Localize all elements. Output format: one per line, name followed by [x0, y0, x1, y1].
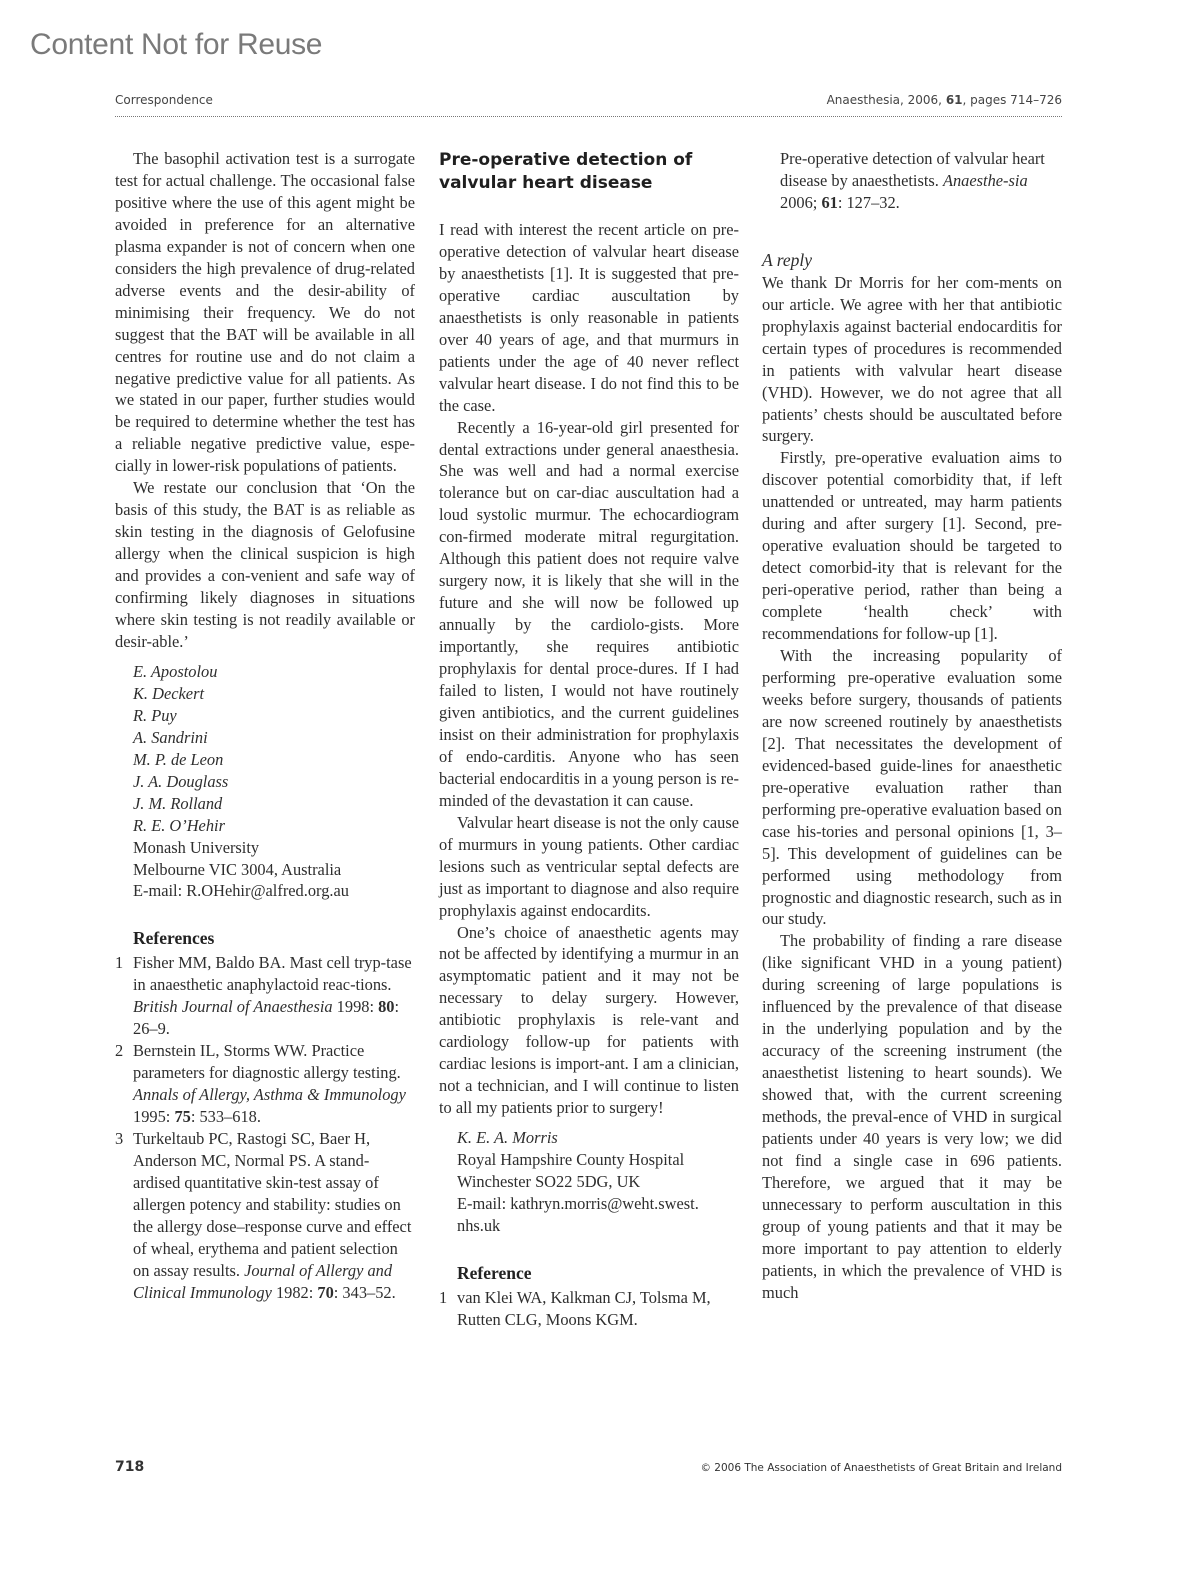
- affiliation-line: Melbourne VIC 3004, Australia: [133, 859, 342, 879]
- references-heading: References: [133, 928, 215, 949]
- author-email: E-mail: R.OHehir@alfred.org.au: [133, 881, 349, 901]
- paragraph: Firstly, pre-operative evaluation aims to discover potential comorbidity that, if left unattended or untreated, may harm patients during and after surgery [1]. Second, pre-operative evaluation should be targeted to detect comorbid-ity that is relevant for the peri-operative period, rather than being a complete ‘health check’ with recommendations for follow-up [1].: [762, 448, 1062, 644]
- reference-pages: : 343–52.: [333, 1282, 396, 1302]
- reference-item: [115, 952, 415, 1040]
- column-2: [439, 148, 739, 1331]
- author-email: E-mail: kathryn.morris@weht.swest.: [457, 1193, 699, 1213]
- watermark: Content Not for Reuse: [30, 28, 323, 61]
- author-name: A. Sandrini: [133, 727, 208, 747]
- reference-year: 2006;: [780, 192, 822, 212]
- reference-volume: 70: [317, 1282, 334, 1302]
- journal-pages: , pages 714–726: [962, 93, 1062, 107]
- reference-volume: 80: [378, 997, 395, 1017]
- reference-journal: Annals of Allergy, Asthma & Immunology: [133, 1085, 406, 1105]
- reference-text: [780, 148, 1062, 214]
- reference-pages: : 26–9.: [133, 997, 400, 1039]
- paragraph: We thank Dr Morris for her com-ments on our article. We agree with her that antibiotic prophylaxis against bacterial endocarditis for certain types of procedures is recommended in patients with valvular heart disease (VHD). However, we do not agree that all patients’ chests should be auscultated before surgery.: [762, 272, 1062, 446]
- paragraph: I read with interest the recent article on pre-operative detection of valvular heart disease by anaesthetists [1]. It is suggested that pre-operative cardiac auscultation by anaesthetists is only reasonable in patients over 40 years of age, and that murmurs in patients under the age of 40 never reflect valvular heart disease. I do not find this to be the case.: [439, 220, 739, 415]
- copyright-notice: © 2006 The Association of Anaesthetists of Great Britain and Ireland: [700, 1462, 1062, 1474]
- affiliation-line: Winchester SO22 5DG, UK: [457, 1171, 641, 1191]
- article-title: Pre-operative detection of valvular heart disease: [439, 150, 693, 193]
- reference-number: 1: [115, 953, 124, 973]
- running-head: [115, 93, 1062, 119]
- reference-journal: Journal of Allergy and Clinical Immunology: [133, 1260, 393, 1302]
- journal-name-year: Anaesthesia, 2006,: [826, 93, 946, 107]
- paragraph: Recently a 16-year-old girl presented for dental extractions under general anaesthesia. She was well and had a normal exercise tolerance but on car-diac auscultation had a loud systolic murmur. The echocardiogram con-firmed moderate mitral regurgitation. Although this patient does not require valve surgery now, it is likely that she will in the future and she will now be followed up annually by the cardiolo-gists. More importantly, she requires antibiotic prophylaxis for dental proce-dures. If I had failed to listen, I would not have routinely given antibiotics, and the current guidelines insist on their administration for prophylaxis of endo-carditis. Anyone who has seen bacterial endocarditis in a young person is re-minded of the devastation it can cause.: [439, 417, 739, 810]
- section-label: Correspondence: [115, 93, 213, 107]
- reference-number: 1: [439, 1287, 448, 1307]
- reference-year: 1982:: [271, 1282, 318, 1302]
- reference-text: [133, 952, 415, 1040]
- reference-volume: 61: [821, 192, 838, 212]
- journal-citation: [827, 93, 1062, 107]
- author-email-cont: nhs.uk: [457, 1215, 501, 1235]
- author-name: R. E. O’Hehir: [133, 815, 225, 835]
- author-name: J. A. Douglass: [133, 771, 229, 791]
- author-name: M. P. de Leon: [133, 749, 224, 769]
- header-divider: [115, 116, 1062, 117]
- affiliation-line: Monash University: [133, 837, 260, 857]
- reference-continuation: [762, 148, 1062, 214]
- reference-pages: : 533–618.: [190, 1107, 261, 1127]
- reference-number: 2: [115, 1041, 124, 1061]
- paragraph: We restate our conclusion that ‘On the basis of this study, the BAT is as reliable as skin testing in the diagnosis of Gelofusine allergy when the clinical suspicion is high and provides a con-venient and safe way of confirming likely diagnoses in situations where skin testing is not readily available or desir-able.’: [115, 478, 415, 651]
- page-number: 718: [115, 1459, 145, 1475]
- column-3: [762, 148, 1062, 1304]
- author-name: R. Puy: [133, 705, 177, 725]
- paragraph: The basophil activation test is a surrogate test for actual challenge. The occasional false positive where the use of this agent might be avoided in preference for an alternative plasma expander is not of concern when one considers the high prevalence of drug-related adverse events and the desir-ability of minimising their frequency. We do not suggest that the BAT will be available in all centres for routine use and do not claim a negative predictive value for all patients. As we stated in our paper, further studies would be required to determine whether the test has a reliable negative predictive value, espe-cially in lower-risk populations of patients.: [115, 149, 415, 476]
- reference-year: 1995:: [133, 1107, 175, 1127]
- reference-text: van Klei WA, Kalkman CJ, Tolsma M, Rutten CLG, Moons KGM.: [457, 1287, 711, 1329]
- paragraph: With the increasing popularity of performing pre-operative evaluation some weeks before surgery, thousands of patients are now screened routinely by anaesthetists [2]. That necessitates the development of evidenced-based guide-lines for anaesthetic pre-operative evaluation rather than performing pre-operative evaluation based on case his-tories and personal opinions [1, 3–5]. This development of guidelines can be performed using methodology from prognostic and diagnostic research, such as in our study.: [762, 646, 1062, 929]
- reference-heading: Reference: [457, 1262, 532, 1283]
- reference-journal: British Journal of Anaesthesia: [133, 997, 333, 1017]
- affiliation-line: Royal Hampshire County Hospital: [457, 1150, 685, 1170]
- reply-heading: A reply: [762, 249, 813, 270]
- journal-volume: 61: [945, 93, 963, 107]
- reference-title: Pre-operative detection of valvular heart disease by anaesthetists.: [780, 149, 1045, 190]
- author-name: J. M. Rolland: [133, 793, 223, 813]
- paragraph: Valvular heart disease is not the only cause of murmurs in young patients. Other cardiac lesions such as ventricular septal defects are just as important to diagnose and also require prophylaxis against endocardits.: [439, 812, 739, 920]
- reference-item: [115, 1040, 415, 1128]
- reference-pages: : 127–32.: [837, 192, 900, 212]
- author-name: K. E. A. Morris: [457, 1128, 558, 1148]
- reference-journal: Anaesthe-sia: [942, 170, 1028, 190]
- reference-text: [133, 1128, 415, 1304]
- author-name: E. Apostolou: [133, 661, 218, 681]
- reference-year: 1998:: [332, 997, 379, 1017]
- reference-item: [439, 1287, 739, 1331]
- author-name: K. Deckert: [133, 683, 204, 703]
- reference-authors-title: Bernstein IL, Storms WW. Practice parameters for diagnostic allergy testing.: [133, 1041, 401, 1083]
- column-1: [115, 148, 415, 1304]
- reference-indent: [762, 148, 780, 214]
- reference-authors-title: Fisher MM, Baldo BA. Mast cell tryp-tase in anaesthetic anaphylactoid reac-tions.: [133, 953, 412, 995]
- reference-text: [133, 1040, 415, 1128]
- reference-number: 3: [115, 1128, 124, 1148]
- author-signature: [457, 1127, 739, 1237]
- reference-volume: 75: [174, 1107, 191, 1127]
- reference-item: [115, 1128, 415, 1304]
- author-signature: [133, 661, 415, 902]
- paragraph: One’s choice of anaesthetic agents may not be affected by identifying a murmur in an asymptomatic patient and it may not be necessary to delay surgery. However, antibiotic prophylaxis is rele-vant and cardiology follow-up for patients with cardiac lesions is import-ant. I am a clinician, not a technician, and I will continue to listen to all my patients prior to surgery!: [439, 922, 739, 1118]
- paragraph: The probability of finding a rare disease (like significant VHD in a young patient) during screening of large populations is influenced by the prevalence of that disease in the underlying population and by the accuracy of the screening instrument (the anaesthetist listening to heart sounds). We showed that, with the current screening methods, the preval-ence of VHD in surgical patients under 40 years is very low; we did not find a single case in 696 patients. Therefore, we argued that it may be unnecessary to perform auscultation in this group of young patients and that it may be more important to pay attention to elderly patients, in which the prevalence of VHD is much: [762, 931, 1062, 1302]
- reference-authors-title: Turkeltaub PC, Rastogi SC, Baer H, Anderson MC, Normal PS. A stand-ardised quantitative skin-test assay of allergen potency and stability: studies on the allergy dose–response curve and effect of wheal, erythema and patient selection on assay results.: [133, 1128, 412, 1280]
